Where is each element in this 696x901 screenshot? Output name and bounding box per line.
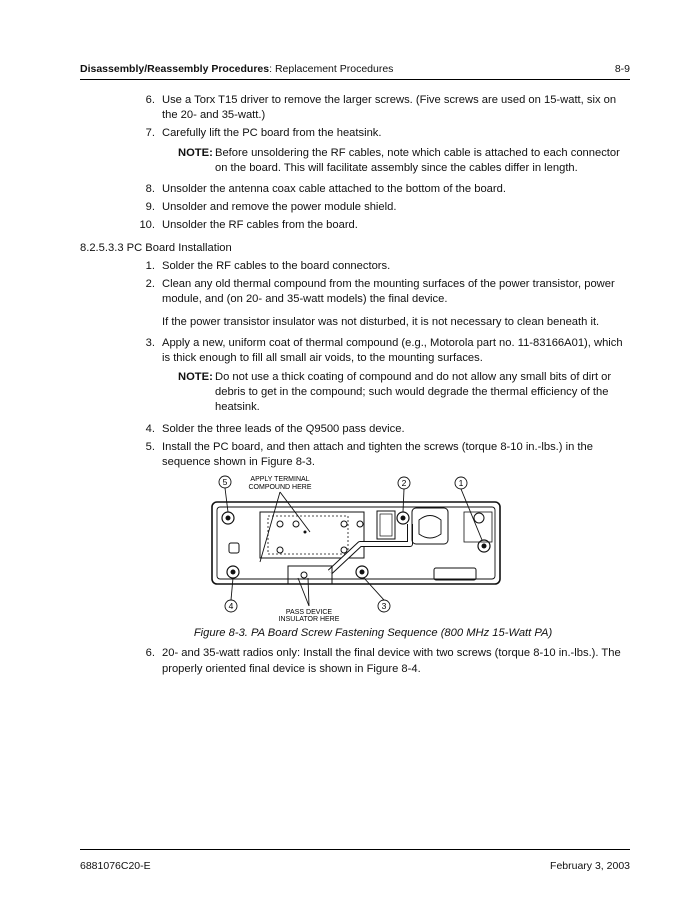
compound-area-inner [268,516,348,554]
bottom-connector [434,568,476,580]
step-number: 3. [145,336,155,349]
pass-device-label-1: PASS DEVICE [285,609,333,617]
step-item [80,422,630,437]
callout-2-label: 2 [401,478,407,489]
footer-rule [80,849,630,850]
step-number: 4. [145,422,155,435]
step-item [80,200,630,215]
connector-shape [419,516,441,539]
figure-caption: Figure 8-3. PA Board Screw Fastening Sequence (800 MHz 15-Watt PA) [193,627,553,640]
left-notch [229,543,239,553]
footer-doc-number: 6881076C20-E [80,860,151,872]
step-text: Unsolder and remove the power module shield. [162,201,397,214]
corner-component [464,512,492,542]
step-item [80,277,630,307]
step-number: 9. [145,201,155,214]
footer-date: February 3, 2003 [550,860,630,872]
step-text: Unsolder the RF cables from the board. [162,219,358,232]
note-label: NOTE: [178,371,213,384]
note-block [80,146,630,176]
step-number: 2. [145,278,155,291]
step-text: Install the PC board, and then attach and tighten the screws (torque 8-10 in.-lbs.) in the sequence shown in Figure 8-3. [162,440,593,469]
paragraph: If the power transistor insulator was not disturbed, it is not necessary to clean beneath it. [162,316,600,329]
step-text: Apply a new, uniform coat of thermal compound (e.g., Motorola part no. 11-83166A01), which is thick enough to fill all small air voids, to the mounting surfaces. [162,336,623,364]
mount-hole [357,521,363,527]
note-text: Before unsoldering the RF cables, note which cable is attached to each connector on the board. This will facilitate assembly since the cables differ in length. [215,146,620,174]
callout-3-label: 3 [381,601,387,612]
step-text: 20- and 35-watt radios only: Install the final device with two screws (torque 8-10 in.-lbs.). The properly oriented final device is shown in Figure 8-4. [162,647,621,675]
callout-4-leader [231,578,233,600]
apply-compound-label-2: COMPOUND HERE [248,484,312,492]
page-footer [80,860,630,872]
apply-compound-label-1: APPLY TERMINAL [250,476,310,484]
connector-housing [412,508,448,544]
page-body [80,93,630,680]
pass-leader-right [308,578,309,606]
callout-2-leader [403,489,404,512]
step-number: 5. [145,440,155,453]
step-number: 1. [145,259,155,272]
note-block [80,370,630,416]
callout-4-label: 4 [228,601,234,612]
step-text: Unsolder the antenna coax cable attached to the bottom of the board. [162,183,506,196]
pin-dot [304,531,307,534]
note-text: Do not use a thick coating of compound and do not allow any small bits of dirt or debris to get in the compound; such would degrade the thermal efficiency of the heatsink. [215,371,612,414]
extra-screw [474,513,484,523]
pa-board-diagram [200,474,510,622]
pass-device-hole [301,572,307,578]
screw-1-center [482,544,487,549]
pass-device-label-2: INSULATOR HERE [278,616,340,623]
step-text: Solder the RF cables to the board connectors. [162,259,391,272]
pass-leader-left [298,578,309,606]
step-number: 7. [145,127,155,140]
step-item [80,259,630,274]
header-section-rest: : Replacement Procedures [269,63,394,75]
step-text: Clean any old thermal compound from the mounting surfaces of the power transistor, power module, and (on 20- and 35-watt models) the final device. [162,278,615,306]
pass-device-insulator [288,566,332,584]
screw-5-center [226,516,231,521]
screw-3-center [360,570,365,575]
step-item [80,218,630,233]
page-header [80,63,630,75]
step-number: 8. [145,183,155,196]
figure-pa-board [80,474,630,624]
section-heading: 8.2.5.3.3 PC Board Installation [80,241,232,254]
step-text: Solder the three leads of the Q9500 pass device. [162,422,405,435]
screw-4-center [231,570,236,575]
header-section-bold: Disassembly/Reassembly Procedures [80,63,270,75]
step-item [80,646,630,676]
callout-5-label: 5 [222,477,228,488]
step-number: 6. [145,94,155,106]
component-block-inner [380,514,392,536]
step-number: 6. [145,647,155,660]
step-item [80,126,630,141]
callout-1-label: 1 [458,478,464,489]
step-item [80,336,630,366]
step-text: Carefully lift the PC board from the heatsink. [162,127,382,140]
step-number: 10. [139,219,155,232]
screw-2-center [401,516,406,521]
callout-5-leader [225,488,228,512]
step-item [80,440,630,470]
header-page-number: 8-9 [614,63,630,75]
header-rule [80,79,630,80]
step-item [80,182,630,197]
step-item [80,93,630,123]
callout-3-leader [364,578,384,600]
step-text: Use a Torx T15 driver to remove the larger screws. (Five screws are used on 15-watt, six on the 20- and 35-watt.) [162,94,617,122]
note-label: NOTE: [178,146,213,159]
